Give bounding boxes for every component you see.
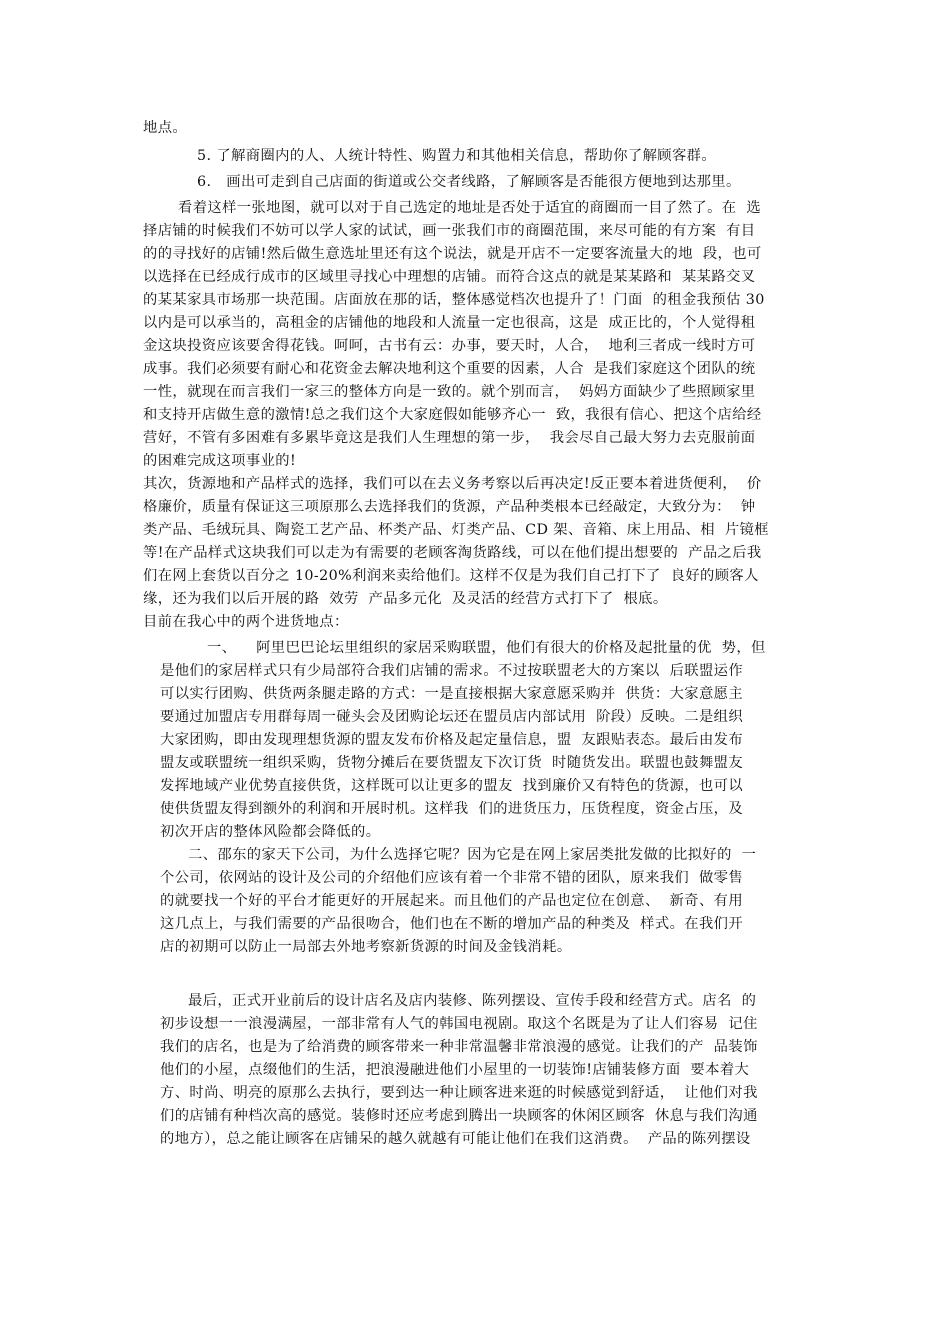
text-line: 以内是可以承当的，高租金的店铺他的地段和人流量一定也很高，这是 成正比的，个人觉得租 [143,315,756,331]
text-line: 目前在我心中的两个进货地点： [143,614,349,630]
text-line: 是他们的家居样式只有少局部符合我们店铺的需求。不过按联盟老大的方案以 后联盟运作 [160,663,744,679]
text-line: 等!在产品样式这块我们可以走为有需要的老顾客淘货路线，可以在他们提出想要的 产品之后我 [143,545,762,561]
text-line: 缘，还为我们以后开展的路 效劳 产品多元化 及灵活的经营方式打下了 根底。 [143,591,668,607]
text-line: 以选择在已经成行成市的区域里寻找心中理想的店铺。而符合这点的就是某某路和 某某路交叉 [143,269,756,285]
text-line: 5. 了解商圈内的人、人统计特性、购置力和其他相关信息，帮助你了解顾客群。 [197,148,717,164]
text-line: 格廉价，质量有保证这三项原那么去选择我们的货源，产品种类根本已经敲定，大致分为： 钟 [143,499,756,515]
text-line: 盟友或联盟统一组织采购，货物分摊后在要货盟友下次订货 时随货发出。联盟也鼓舞盟友 [160,755,744,771]
text-line: 使供货盟友得到额外的利润和开展时机。这样我 们的进货压力，压货程度，资金占压，及 [160,801,744,817]
text-line: 一性，就现在而言我们一家三的整体方向是一致的。就个别而言， 妈妈方面缺少了些照顾家里 [143,384,756,400]
text-line: 们在网上套货以百分之 10-20%利润来卖给他们。这样不仅是为我们自己打下了 良好的顾客人 [143,568,759,584]
text-line: 营好，不管有多困难有多累毕竟这是我们人生理想的第一步， 我会尽自己最大努力去克服前面 [143,430,756,446]
text-line: 店的初期可以防止一局部去外地考察新货源的时间及金钱消耗。 [160,939,572,955]
text-line: 可以实行团购、供货两条腿走路的方式：一是直接根据大家意愿采购并 供货：大家意愿主 [160,686,744,702]
text-line: 的困难完成这项事业的! [143,453,297,469]
text-line: 们的店铺有种档次高的感觉。装修时还应考虑到腾出一块顾客的休闲区顾客 休息与我们沟通 [160,1108,758,1124]
text-line: 一、 阿里巴巴论坛里组织的家居采购联盟，他们有很大的价格及起批量的优 势，但 [207,640,766,656]
text-line: 大家团购，即由发现理想货源的盟友发布价格及起定量信息，盟 友跟贴表态。最后由发布 [160,732,744,748]
text-line: 最后，正式开业前后的设计店名及店内装修、陈列摆设、宣传手段和经营方式。店名 的 [188,993,757,1009]
text-line: 6. 画出可走到自己店面的街道或公交者线路，了解顾客是否能很方便地到达那里。 [197,174,741,190]
text-line: 类产品、毛绒玩具、陶瓷工艺产品、杯类产品、灯类产品、CD 架、音箱、床上用品、相 片镜框 [143,522,769,538]
text-line: 地点。 [143,120,188,136]
text-line: 方、时尚、明亮的原那么去执行，要到达一种让顾客进来逛的时候感觉到舒适， 让他们对我 [160,1085,758,1101]
text-line: 的地方），总之能让顾客在店铺呆的越久就越有可能让他们在我们这消费。 产品的陈列摆设 [160,1131,751,1147]
text-line: 和支持开店做生意的激情!总之我们这个大家庭假如能够齐心一 致，我很有信心、把这个店给经 [143,407,762,423]
text-line: 其次，货源地和产品样式的选择，我们可以在去义务考察以后再决定!反正要本着进货便利， 价 [143,476,762,492]
text-line: 的就要找一个好的平台才能更好的开展起来。而且他们的产品也定位在创意、 新奇、有用 [160,893,744,909]
text-line: 要通过加盟店专用群每周一碰头会及团购论坛还在盟员店内部试用 阶段）反映。二是组织 [160,709,744,725]
text-line: 他们的小屋，点缀他们的生活，把浪漫融进他们小屋里的一切装饰!店铺装修方面 要本着大 [160,1062,750,1078]
text-line: 初次开店的整体风险都会降低的。 [160,824,381,840]
text-line: 的的寻找好的店铺!然后做生意选址里还有这个说法，就是开店不一定要客流量大的地 段，也可 [143,246,762,262]
text-line: 个公司，依网站的设计及公司的介绍他们应该有着一个非常不错的团队，原来我们 做零售 [160,870,744,886]
text-line: 看着这样一张地图，就可以对于自己选定的地址是否处于适宜的商圈而一目了然了。在 选 [178,200,762,216]
text-line: 成事。我们必须要有耐心和花资金去解决地利这个重要的因素，人合 是我们家庭这个团队的统 [143,361,756,377]
text-line: 二、邵东的家天下公司，为什么选择它呢？因为它是在网上家居类批发做的比拟好的 一 [188,847,757,863]
text-line: 金这块投资应该要舍得花钱。呵呵，古书有云：办事，要天时，人合， 地利三者成一线时方可 [143,338,756,354]
text-line: 这几点上，与我们需要的产品很吻合，他们也在不断的增加产品的种类及 样式。在我们开 [160,916,744,932]
text-line: 初步设想一一浪漫满屋，一部非常有人气的韩国电视剧。取这个名既是为了让人们容易 记住 [160,1016,758,1032]
text-line: 我们的店名，也是为了给消费的顾客带来一种非常温馨非常浪漫的感觉。让我们的产 品装饰 [160,1039,758,1055]
text-line: 发挥地域产业优势直接供货，这样既可以让更多的盟友 找到廉价又有特色的货源，也可以 [160,778,744,794]
text-line: 的某某家具市场那一块范围。店面放在那的话，整体感觉档次也提升了！门面 的租金我预估 30 [143,292,765,308]
text-line: 择店铺的时候我们不妨可以学人家的试试，画一张我们市的商圈范围，来尽可能的有方案 有目 [143,223,756,239]
